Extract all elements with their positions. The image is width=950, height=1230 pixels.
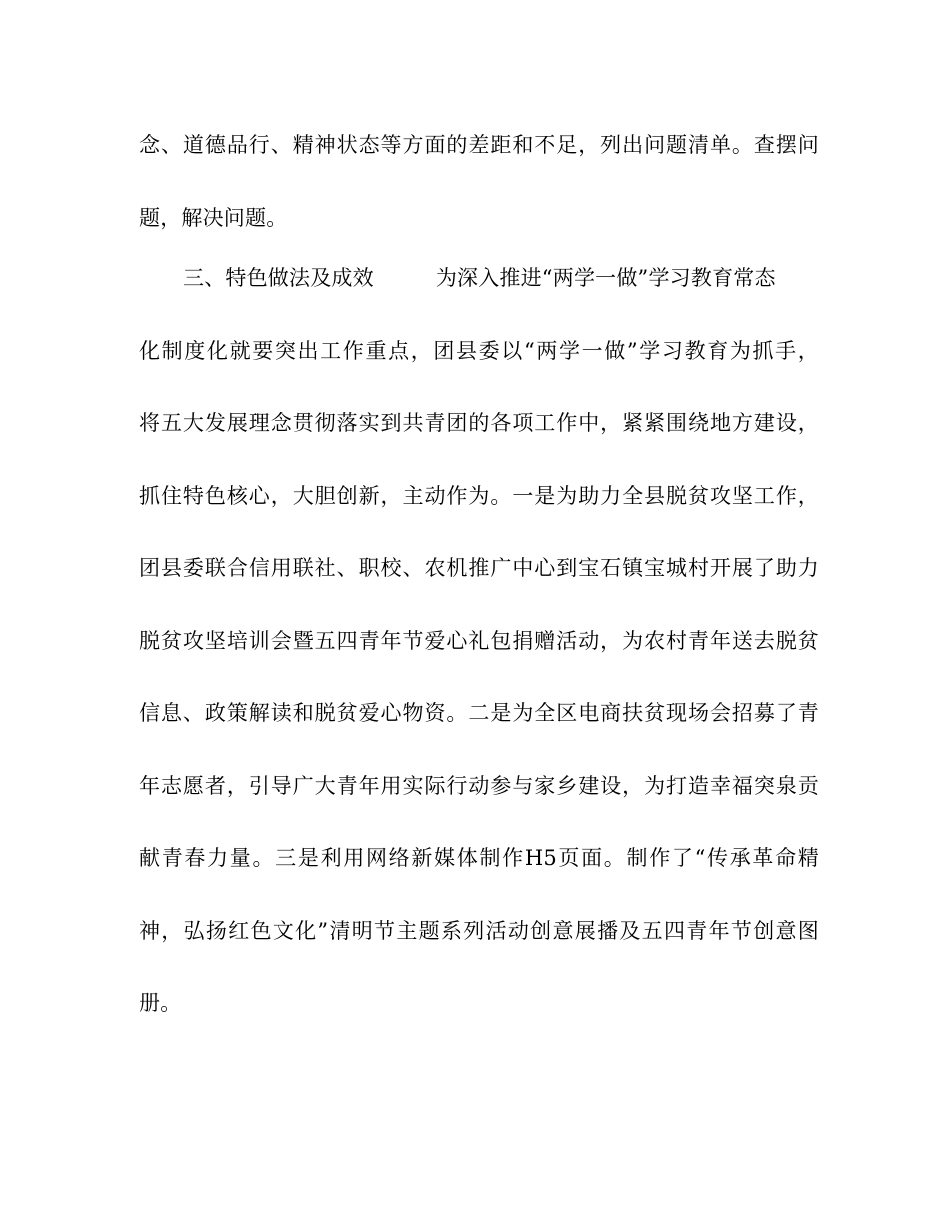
paragraph-line: 脱贫攻坚培训会暨五四青年节爱心礼包捐赠活动，为农村青年送去脱贫: [139, 629, 819, 653]
paragraph-line: 献青春力量。三是利用网络新媒体制作H5页面。制作了“传承革命精: [139, 846, 819, 870]
paragraph-line: 团县委联合信用联社、职校、农机推广中心到宝石镇宝城村开展了助力: [139, 556, 819, 580]
section-first-line: 为深入推进“两学一做”学习教育常态: [435, 266, 776, 290]
paragraph-line: 册。: [139, 991, 182, 1015]
paragraph-line: 化制度化就要突出工作重点，团县委以“两学一做”学习教育为抓手，: [139, 339, 819, 363]
paragraph-line: 神，弘扬红色文化”清明节主题系列活动创意展播及五四青年节创意图: [139, 919, 819, 943]
paragraph-line: 将五大发展理念贯彻落实到共青团的各项工作中，紧紧围绕地方建设，: [139, 411, 819, 435]
paragraph-line: 年志愿者，引导广大青年用实际行动参与家乡建设，为打造幸福突泉贡: [139, 774, 819, 798]
paragraph-line: 题，解决问题。: [139, 206, 288, 230]
paragraph-line: 抓住特色核心，大胆创新，主动作为。一是为助力全县脱贫攻坚工作，: [139, 484, 819, 508]
paragraph-line: 信息、政策解读和脱贫爱心物资。二是为全区电商扶贫现场会招募了青: [139, 701, 819, 725]
section-heading: 三、特色做法及成效: [183, 266, 374, 290]
paragraph-line: 念、道德品行、精神状态等方面的差距和不足，列出问题清单。查摆问: [139, 133, 819, 157]
section-heading-line: [183, 263, 819, 293]
